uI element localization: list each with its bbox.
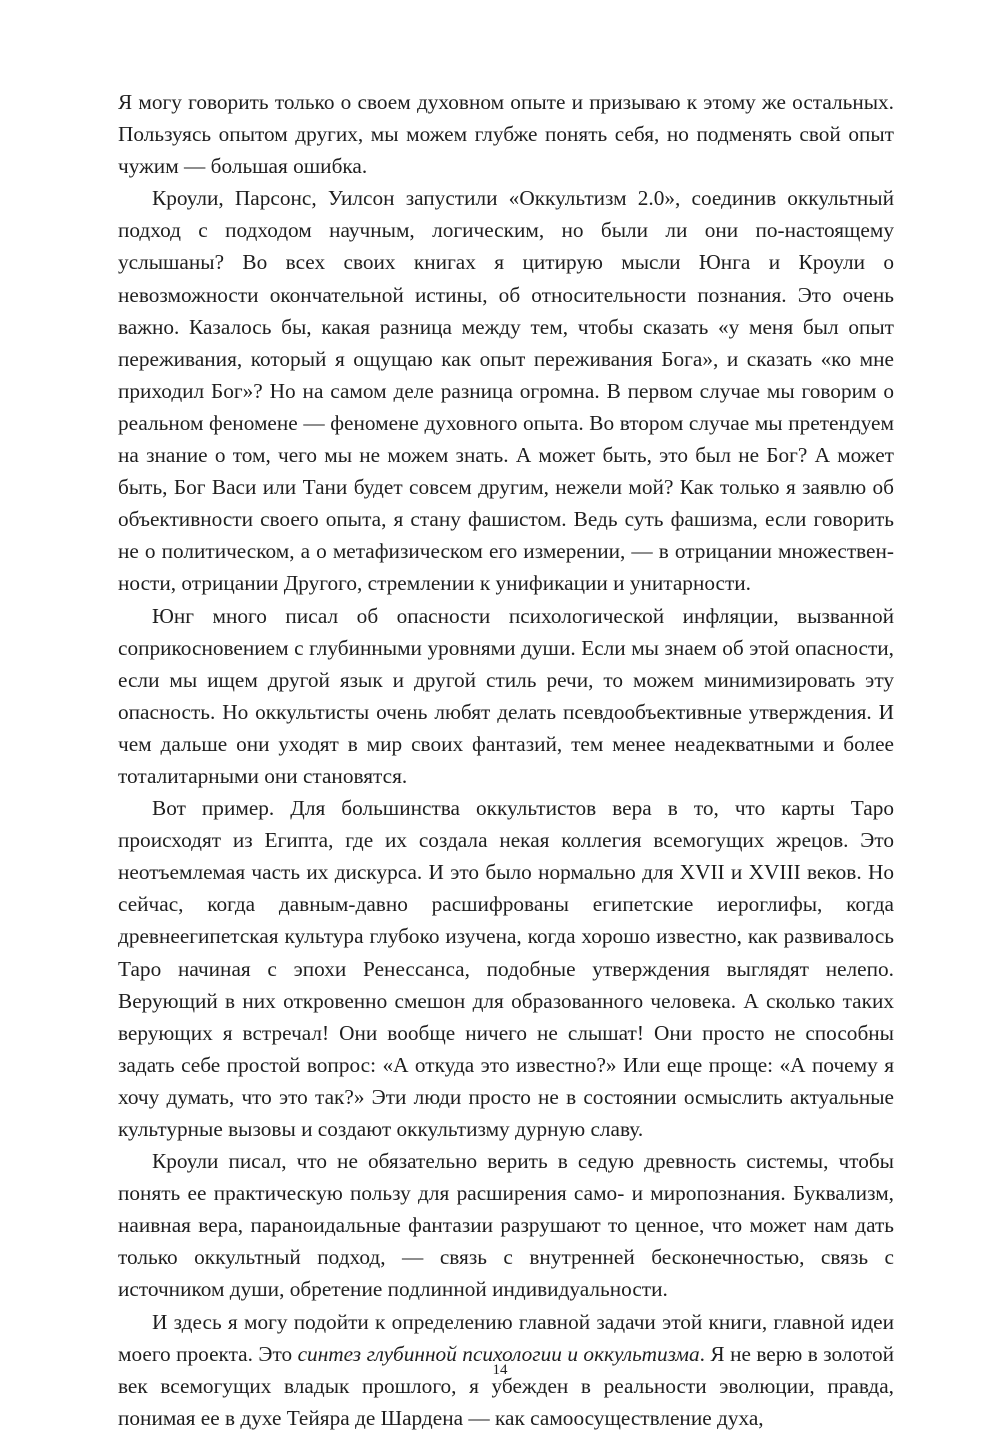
- paragraph-5: Кроули писал, что не обязательно верить в седую древность системы, чтобы понять ее практическую пользу для расширения само- и миропознания. Буквализм, наивная вера, параноидальные фантазии разрушают то ценное, что может нам дать только оккультный подход, — связь с внутренней бесконечностью, связь с источником души, обретение подлинной индивидуальности.: [118, 1149, 894, 1302]
- paragraph-3: Юнг много писал об опасности психологической инфляции, вызванной соприкосновением с глубинными уровнями души. Если мы знаем об этой опасности, если мы ищем другой язык и другой стиль речи, то можем минимизировать эту опасность. Но оккультисты очень любят делать псевдообъективные утверждения. И чем дальше они уходят в мир своих фантазий, тем менее неадекватными и более тоталитарными они становятся.: [118, 603, 894, 788]
- page-number: 14: [492, 1362, 508, 1378]
- paragraph-4: Вот пример. Для большинства оккультистов вера в то, что карты Таро происходят из Египта, где их создала некая коллегия всемогущих жрецов. Это неотъемлемая часть их дискурса. И это было нормально для XVII и XVIII веков. Но сейчас, когда давным-давно расшифрованы египетские иероглифы, когда древнеегипетская культура глубоко изучена, когда хорошо известно, как развивалось Таро начиная с эпохи Ренессанса, подобные утверждения выглядят нелепо. Верующий в них откровенно смешон для образованного человека. А сколько таких верующих я встречал! Они вообще ничего не слышат! Они просто не способны задать себе простой вопрос: «А откуда это известно?» Или еще проще: «А почему я хочу думать, что это так?» Эти люди просто не в состоянии осмыслить актуальные культурные вызовы и создают оккультизму дурную славу.: [118, 796, 894, 1141]
- paragraph-6-before: И здесь я могу подойти к определению главной задачи этой книги, главной идеи моего проекта. Это: [118, 1309, 894, 1366]
- paragraph-1: Я могу говорить только о своем духовном опыте и призываю к этому же остальных. Пользуясь опытом других, мы можем глубже понять себя, но подменять свой опыт чужим — большая ошибка.: [118, 90, 894, 179]
- paragraph-6-emphasis: синтез глубинной психологии и оккультизма: [297, 1341, 700, 1366]
- paragraph-6-after: . Я не верю в золотой век всемогущих владык прошлого, я убежден в реальности эволюции, правда, понимая ее в духе Тейяра де Шардена — как самоосуществление духа,: [118, 1341, 894, 1430]
- paragraph-2: Кроули, Парсонс, Уилсон запустили «Оккультизм 2.0», соединив оккультный подход с подходом научным, логическим, но были ли они по-настоящему услышаны? Во всех своих книгах я цитирую мысли Юнга и Кроули о невозможности окончательной истины, об относительности познания. Это очень важно. Казалось бы, какая разница между тем, чтобы сказать «у меня был опыт переживания, который я ощущаю как опыт переживания Бога», и сказать «ко мне приходил Бог»? Но на самом деле разница огромна. В первом случае мы говорим о реальном феномене — феномене духовного опыта. Во втором случае мы претендуем на знание о том, чего мы не можем знать. А может быть, это был не Бог? А может быть, Бог Васи или Тани будет совсем другим, нежели мой? Как только я заявлю об объективности своего опыта, я стану фашистом. Ведь суть фашизма, если говорить не о политическом, а о метафизическом его измерении, — в отрицании множественности, отрицании Другого, стремлении к унификации и унитарности.: [118, 186, 894, 596]
- page-body: [118, 86, 894, 1434]
